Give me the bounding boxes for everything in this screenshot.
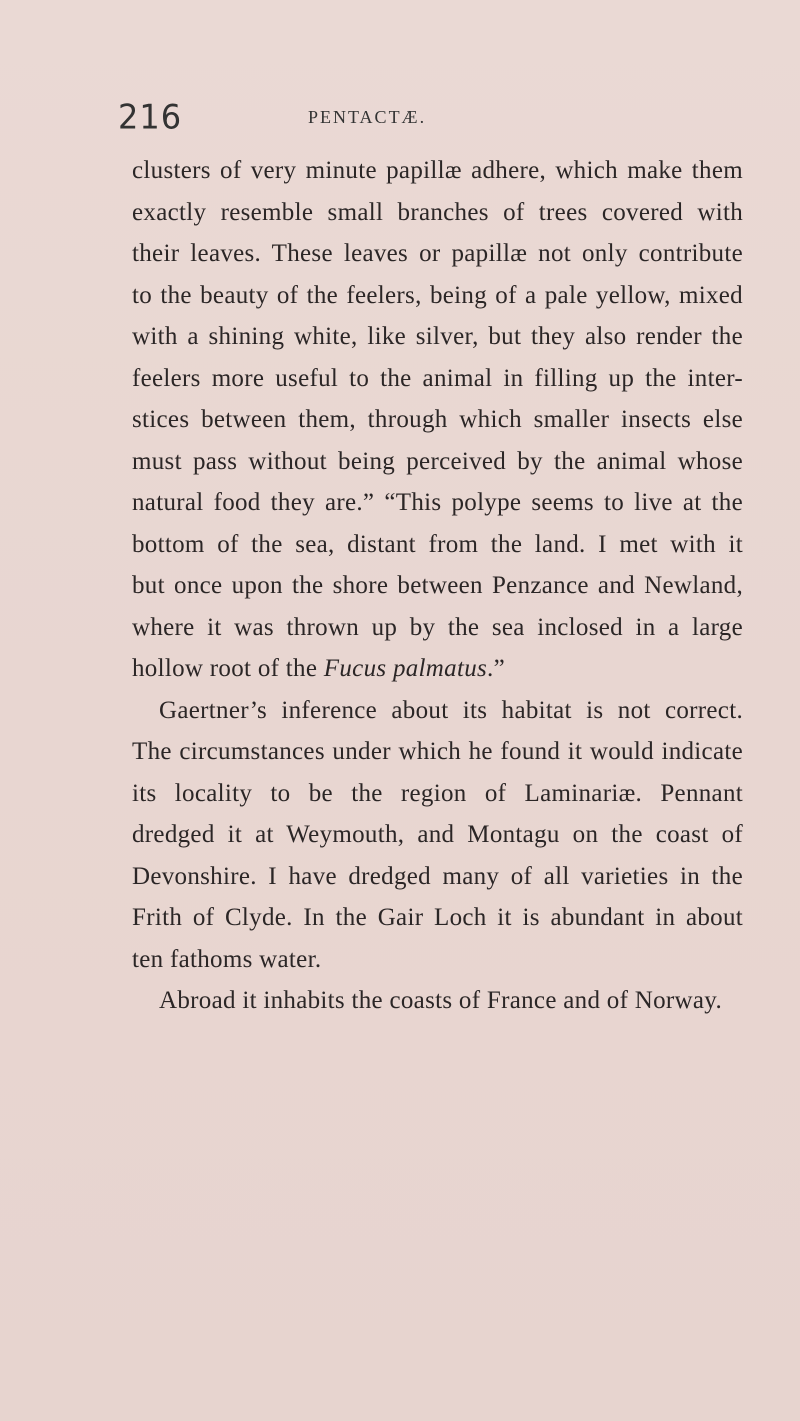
text-line: clusters of very minute papillæ adhere, which make them [132,157,743,184]
text-line: with a shining white, like silver, but they also render the [132,323,743,350]
body-text [132,150,743,1022]
page-header [118,98,738,138]
text-line: Abroad it inhabits the coasts of France and of Norway. [159,987,723,1014]
text-line: its locality to be the region of Laminariæ. Pennant [132,779,743,807]
text-line: natural food they are.” “This polype seems to live at the [132,489,743,516]
text-line: feelers more useful to the animal in filling up the inter- [132,364,743,392]
text-line: Gaertner’s inference about its habitat is not correct. [159,696,743,724]
text-line: where it was thrown up by the sea inclosed in a large [132,613,743,641]
text-line: stices between them, through which smaller insects else [132,406,743,433]
text-line: Devonshire. I have dredged many of all varieties in the [132,862,743,890]
text-line: ten fathoms water. [132,945,322,973]
text-line: exactly resemble small branches of trees covered with [132,198,743,226]
text-line: their leaves. These leaves or papillæ not only contribute [132,240,743,267]
text-line: to the beauty of the feelers, being of a pale yellow, mixed [132,281,743,309]
text-line: dredged it at Weymouth, and Montagu on the coast of [132,821,743,848]
text-line: bottom of the sea, distant from the land. I met with it [132,530,743,558]
text-line: Frith of Clyde. In the Gair Loch it is abundant in about [132,904,743,931]
page-number: 216 [118,97,183,137]
text-line: hollow root of the Fucus palmatus.” [132,655,505,682]
italic-species-name: Fucus palmatus [323,655,488,682]
text-line: but once upon the shore between Penzance and Newland, [132,572,743,599]
text-line: must pass without being perceived by the animal whose [132,447,743,475]
text-line: The circumstances under which he found it would indicate [132,738,743,765]
running-title: PENTACTÆ. [308,107,427,127]
